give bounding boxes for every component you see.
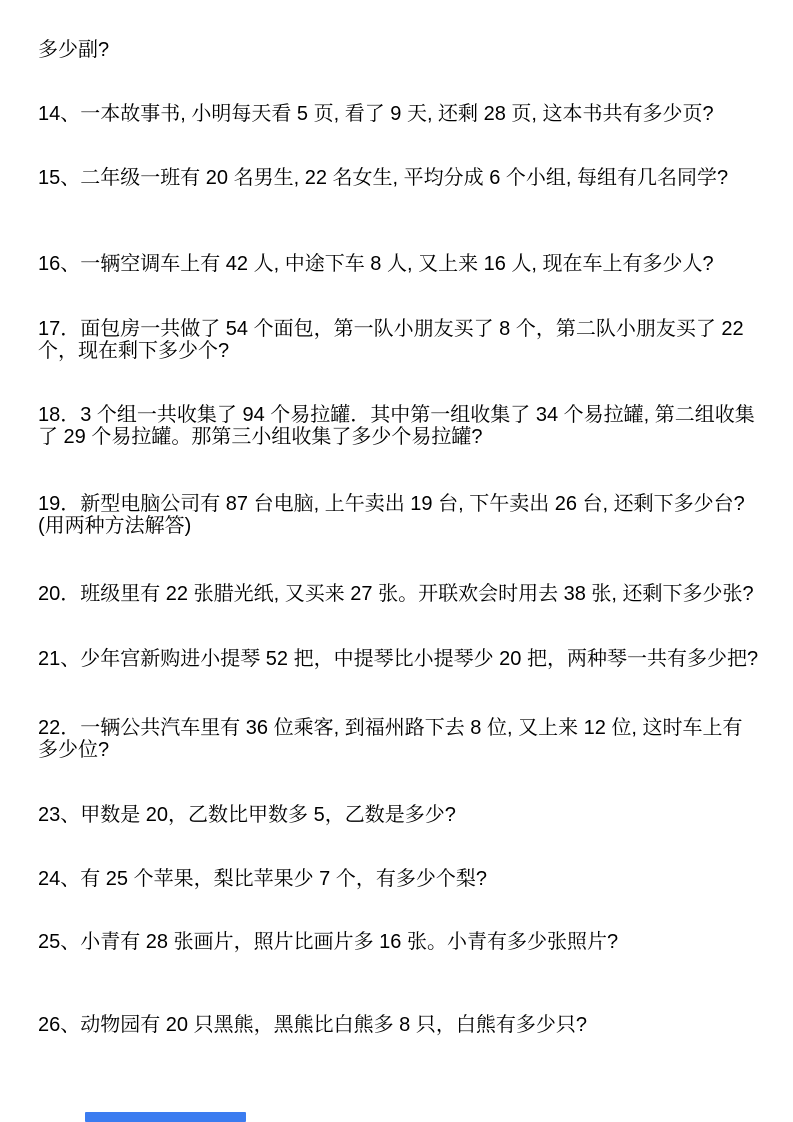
problem-18: 18．3 个组一共收集了 94 个易拉罐．其中第一组收集了 34 个易拉罐, 第二组收集了 29 个易拉罐。那第三小组收集了多少个易拉罐? [38, 404, 755, 448]
problem-25: 25、小青有 28 张画片，照片比画片多 16 张。小青有多少张照片? [38, 931, 619, 953]
problem-17: 17．面包房一共做了 54 个面包，第一队小朋友买了 8 个，第二队小朋友买了 22 个，现在剩下多少个? [38, 318, 744, 362]
problem-22: 22．一辆公共汽车里有 36 位乘客, 到福州路下去 8 位, 又上来 12 位, 这时车上有多少位? [38, 717, 743, 761]
problem-14: 14、一本故事书, 小明每天看 5 页, 看了 9 天, 还剩 28 页, 这本书共有多少页? [38, 103, 714, 125]
continuation-text: 多少副? [38, 39, 110, 61]
problem-15: 15、二年级一班有 20 名男生, 22 名女生, 平均分成 6 个小组, 每组有几名同学? [38, 167, 729, 189]
problem-20: 20．班级里有 22 张腊光纸, 又买来 27 张。开联欢会时用去 38 张, 还剩下多少张? [38, 583, 754, 605]
problem-23: 23、甲数是 20，乙数比甲数多 5，乙数是多少? [38, 804, 456, 826]
problem-21: 21、少年宫新购进小提琴 52 把，中提琴比小提琴少 20 把，两种琴一共有多少把? [38, 648, 759, 670]
problem-16: 16、一辆空调车上有 42 人, 中途下车 8 人, 又上来 16 人, 现在车上有多少人? [38, 253, 714, 275]
bottom-highlight-bar [85, 1112, 246, 1122]
problem-24: 24、有 25 个苹果，梨比苹果少 7 个，有多少个梨? [38, 868, 487, 890]
problem-19: 19．新型电脑公司有 87 台电脑, 上午卖出 19 台, 下午卖出 26 台, 还剩下多少台?(用两种方法解答) [38, 493, 745, 537]
problem-26: 26、动物园有 20 只黑熊，黑熊比白熊多 8 只，白熊有多少只? [38, 1014, 587, 1036]
